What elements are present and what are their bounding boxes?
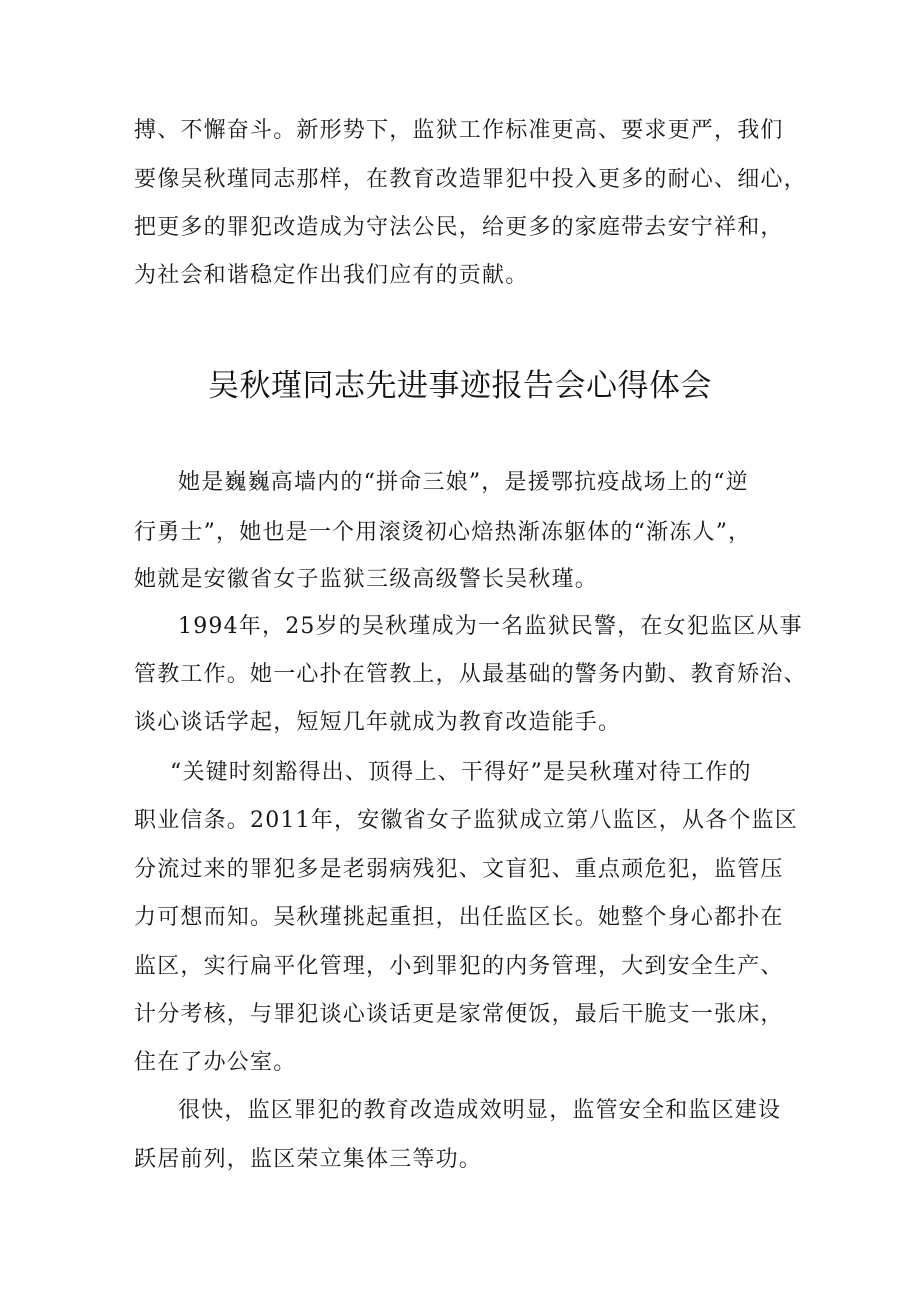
text-line: 为社会和谐稳定作出我们应有的贡献。 — [134, 263, 529, 288]
text-line: 职业信条。2011年，安徽省女子监狱成立第八监区，从各个监区 — [134, 808, 798, 833]
text-line: 1994年，25岁的吴秋瑾成为一名监狱民警，在女犯监区从事 — [178, 614, 803, 639]
text-line: “关键时刻豁得出、顶得上、干得好”是吴秋瑾对待工作的 — [170, 760, 752, 785]
text-line: 她是巍巍高墙内的“拼命三娘”，是援鄂抗疫战场上的“逆 — [178, 470, 749, 495]
text-line: 谈心谈话学起，短短几年就成为教育改造能手。 — [134, 710, 622, 735]
text-line: 要像吴秋瑾同志那样，在教育改造罪犯中投入更多的耐心、细心， — [134, 167, 807, 192]
text-line: 搏、不懈奋斗。新形势下，监狱工作标准更高、要求更严，我们 — [134, 118, 784, 143]
article-title: 吴秋瑾同志先进事迹报告会心得体会 — [208, 368, 712, 404]
text-line: 计分考核，与罪犯谈心谈话更是家常便饭，最后干脆支一张床， — [134, 1002, 784, 1027]
text-line: 跃居前列，监区荣立集体三等功。 — [134, 1147, 483, 1172]
text-line: 她就是安徽省女子监狱三级高级警长吴秋瑾。 — [134, 567, 599, 592]
text-line: 行勇士”，她也是一个用滚烫初心焙热渐冻躯体的“渐冻人”， — [134, 520, 752, 545]
text-line: 力可想而知。吴秋瑾挑起重担，出任监区长。她整个身心都扑在 — [134, 905, 784, 930]
text-line: 分流过来的罪犯多是老弱病残犯、文盲犯、重点顽危犯，监管压 — [134, 857, 784, 882]
text-line: 管教工作。她一心扑在管教上，从最基础的警务内勤、教育矫治、 — [134, 662, 807, 687]
text-line: 把更多的罪犯改造成为守法公民，给更多的家庭带去安宁祥和， — [134, 215, 784, 240]
text-line: 住在了办公室。 — [134, 1050, 297, 1075]
text-line: 监区，实行扁平化管理，小到罪犯的内务管理，大到安全生产、 — [134, 954, 784, 979]
text-line: 很快，监区罪犯的教育改造成效明显，监管安全和监区建设 — [178, 1098, 782, 1123]
